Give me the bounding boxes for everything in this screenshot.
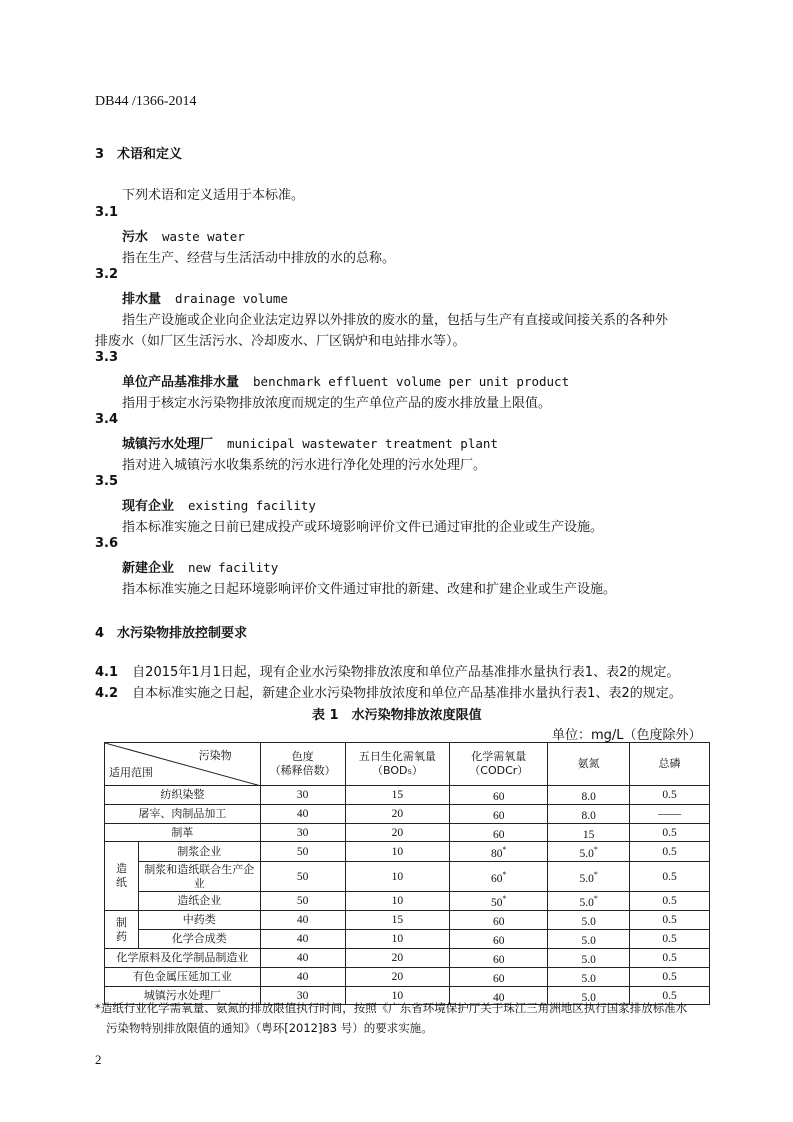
industry-cell: 制浆企业 [138,842,260,862]
term-zh: 新建企业 [122,561,175,576]
nh3-mark: * [593,870,598,880]
group-cell-pharma: 制 药 [105,911,139,949]
term-number: 3.4 [95,412,119,427]
section-3-intro: 下列术语和定义适用于本标准。 [122,188,305,203]
tp-cell: 0.5 [630,892,710,911]
industry-cell: 化学合成类 [138,930,260,949]
bod-cell: 20 [345,967,450,986]
term-number: 3.1 [95,205,119,220]
tp-cell: 0.5 [630,930,710,949]
nh3-cell [548,804,630,823]
cod-value: 60 [493,916,505,929]
table-row [105,786,710,805]
corner-header-cell [105,743,261,786]
bod-cell: 20 [345,948,450,967]
paragraph-text: 自2015年1月1日起，现有企业水污染物排放浓度和单位产品基准排水量执行表1、表2的规定。 [132,665,680,680]
cod-value: 60 [493,790,505,803]
industry-cell: 城镇污水处理厂 [105,986,261,1005]
paragraph-number: 4.1 [95,665,119,680]
tp-cell: 0.5 [630,986,710,1005]
cod-cell [450,892,548,911]
term-zh: 排水量 [122,292,162,307]
bod-cell: 20 [345,823,450,842]
bod-cell: 10 [345,842,450,862]
table-row [105,823,710,842]
industry-cell: 纺织染整 [105,786,261,805]
cod-cell [450,842,548,862]
table-body [105,786,710,1005]
term-heading [122,557,278,576]
nh3-value: 5.0 [579,897,594,910]
term-definition: 指本标准实施之日起环境影响评价文件通过审批的新建、改建和扩建企业或生产设施。 [122,582,617,597]
term-definition: 指对进入城镇污水收集系统的污水进行净化处理的污水处理厂。 [122,458,487,473]
nh3-value: 5.0 [581,991,596,1004]
nh3-value: 15 [582,828,595,841]
cod-value: 50 [491,897,503,910]
cod-cell [450,967,548,986]
color-cell: 40 [260,911,345,930]
term-definition: 排废水（如厂区生活污水、冷却废水、厂区锅炉和电站排水等）。 [95,334,466,349]
table-row [105,892,710,911]
tp-cell: 0.5 [630,862,710,892]
section-3-title: 3 术语和定义 [95,147,183,162]
term-en: existing facility [188,498,316,513]
cod-cell [450,862,548,892]
table-row [105,804,710,823]
nh3-cell [548,948,630,967]
color-cell: 40 [260,930,345,949]
table-header-row [105,743,710,786]
table-row [105,948,710,967]
term-heading [122,433,498,452]
group-cell-paper: 造 纸 [105,842,139,911]
paragraph-4-2 [95,682,682,701]
paragraph-4-1 [95,661,679,680]
term-definition: 指用于核定水污染物排放浓度而规定的生产单位产品的废水排放量上限值。 [122,396,552,411]
term-definition: 指在生产、经营与生活活动中排放的水的总称。 [122,251,396,266]
header-cell: 五日生化需氧量 （BOD₅） [345,743,450,786]
nh3-value: 5.0 [579,847,594,860]
nh3-cell [548,842,630,862]
tp-cell: 0.5 [630,786,710,805]
section-4-title: 4 水污染物排放控制要求 [95,626,248,641]
bod-cell: 10 [345,892,450,911]
cod-value: 60 [493,828,505,841]
table-row [105,911,710,930]
nh3-value: 8.0 [581,809,596,822]
cod-cell [450,930,548,949]
cod-mark: * [502,894,507,904]
corner-header-bottom: 适用范围 [109,766,153,779]
nh3-cell [548,911,630,930]
cod-value: 40 [493,991,505,1004]
cod-value: 60 [493,972,505,985]
industry-cell: 造纸企业 [138,892,260,911]
header-cell: 色度 （稀释倍数） [260,743,345,786]
term-heading [122,226,245,245]
nh3-cell [548,823,630,842]
bod-cell: 15 [345,911,450,930]
table-row [105,967,710,986]
header-cell: 化学需氧量 （CODCr） [450,743,548,786]
color-cell: 50 [260,892,345,911]
nh3-value: 5.0 [581,934,596,947]
nh3-value: 5.0 [579,872,594,885]
cod-cell [450,804,548,823]
term-number: 3.5 [95,474,119,489]
nh3-value: 5.0 [581,953,596,966]
term-definition: 指本标准实施之日前已建成投产或环境影响评价文件已通过审批的企业或生产设施。 [122,520,604,535]
paragraph-number: 4.2 [95,686,119,701]
nh3-value: 5.0 [581,972,596,985]
color-cell: 50 [260,842,345,862]
color-cell: 40 [260,804,345,823]
term-en: benchmark effluent volume per unit product [253,374,570,389]
paragraph-text: 自本标准实施之日起，新建企业水污染物排放浓度和单位产品基准排水量执行表1、表2的规定。 [132,686,682,701]
cod-value: 80 [491,847,503,860]
table-unit: 单位：mg/L（色度除外） [552,728,702,743]
bod-cell: 15 [345,786,450,805]
cod-value: 60 [493,934,505,947]
corner-header-top: 污染物 [198,749,232,762]
term-en: municipal wastewater treatment plant [227,436,498,451]
table-row [105,862,710,892]
cod-cell [450,823,548,842]
term-number: 3.6 [95,536,119,551]
term-number: 3.3 [95,350,119,365]
bod-cell: 10 [345,986,450,1005]
color-cell: 30 [260,786,345,805]
table-footnote-line1: *造纸行业化学需氧量、氨氮的排放限值执行时间，按照《广东省环境保护厅关于珠江三角洲地区执行国家排放标准水 [95,1001,688,1015]
emission-limits-table [104,742,710,1005]
header-cell: 总磷 [630,743,710,786]
table-row [105,930,710,949]
nh3-value: 5.0 [581,916,596,929]
document-code: DB44 /1366-2014 [95,94,197,109]
tp-cell: —— [630,804,710,823]
industry-cell: 化学原料及化学制品制造业 [105,948,261,967]
nh3-cell [548,892,630,911]
cod-mark: * [502,870,507,880]
table-caption: 表 1 水污染物排放浓度限值 [312,708,482,723]
nh3-cell [548,786,630,805]
nh3-mark: * [593,894,598,904]
tp-cell: 0.5 [630,911,710,930]
cod-cell [450,786,548,805]
bod-cell: 10 [345,930,450,949]
term-en: new facility [188,560,279,575]
industry-cell: 屠宰、肉制品加工 [105,804,261,823]
tp-cell: 0.5 [630,948,710,967]
table-footnote-line2: 污染物特别排放限值的通知》（粤环[2012]83 号）的要求实施。 [106,1021,433,1035]
term-zh: 污水 [122,230,149,245]
nh3-cell [548,967,630,986]
cod-mark: * [502,845,507,855]
term-heading [122,371,569,390]
term-number: 3.2 [95,267,119,282]
industry-cell: 中药类 [138,911,260,930]
cod-value: 60 [493,953,505,966]
table-row [105,842,710,862]
page-number: 2 [95,1052,102,1067]
term-zh: 单位产品基准排水量 [122,375,240,390]
tp-cell: 0.5 [630,823,710,842]
color-cell: 30 [260,986,345,1005]
cod-value: 60 [493,809,505,822]
tp-cell: 0.5 [630,967,710,986]
term-zh: 城镇污水处理厂 [122,437,214,452]
industry-cell: 制浆和造纸联合生产企业 [138,862,260,892]
nh3-cell [548,930,630,949]
nh3-mark: * [593,845,598,855]
industry-cell: 有色金属压延加工业 [105,967,261,986]
tp-cell: 0.5 [630,842,710,862]
cod-cell [450,911,548,930]
term-heading [122,288,288,307]
nh3-cell [548,862,630,892]
cod-cell [450,948,548,967]
color-cell: 40 [260,967,345,986]
term-en: drainage volume [175,291,288,306]
nh3-value: 8.0 [581,790,596,803]
term-zh: 现有企业 [122,499,175,514]
bod-cell: 20 [345,804,450,823]
cod-value: 60 [491,872,503,885]
term-heading [122,495,316,514]
term-definition: 指生产设施或企业向企业法定边界以外排放的废水的量，包括与生产有直接或间接关系的各种外 [122,313,669,328]
industry-cell: 制革 [105,823,261,842]
bod-cell: 10 [345,862,450,892]
color-cell: 30 [260,823,345,842]
color-cell: 40 [260,948,345,967]
header-cell: 氨氮 [548,743,630,786]
term-en: waste water [162,229,245,244]
color-cell: 50 [260,862,345,892]
